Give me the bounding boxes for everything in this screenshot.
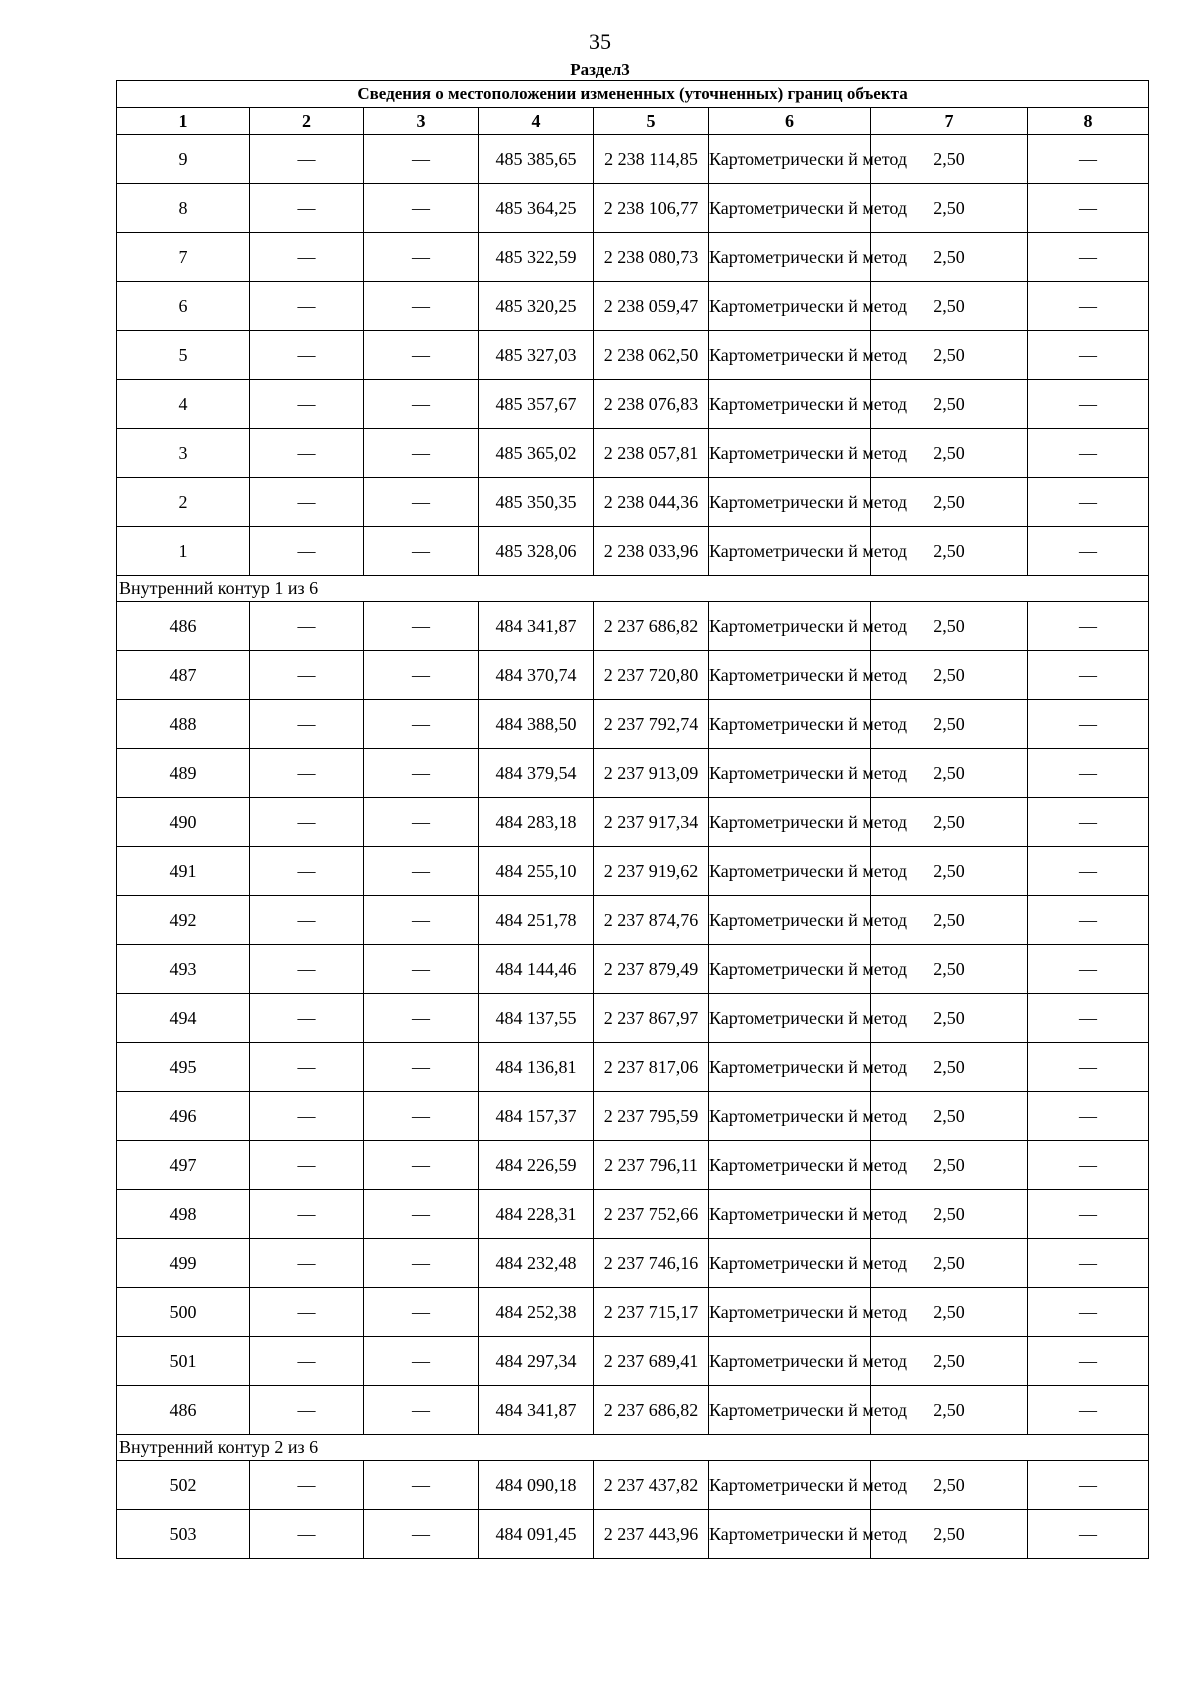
cell-point-number: 2 — [117, 478, 250, 527]
cell-accuracy: 2,50 — [871, 1510, 1028, 1559]
cell-col-3: — — [364, 478, 479, 527]
cell-col-2: — — [250, 700, 364, 749]
cell-col-8: — — [1028, 184, 1149, 233]
cell-accuracy: 2,50 — [871, 1190, 1028, 1239]
cell-coord-x: 484 341,87 — [479, 1386, 594, 1435]
cell-coord-y: 2 237 720,80 — [594, 651, 709, 700]
coordinates-table — [116, 80, 1149, 1559]
table-row — [117, 282, 1149, 331]
table-row — [117, 527, 1149, 576]
cell-accuracy: 2,50 — [871, 994, 1028, 1043]
cell-point-number: 487 — [117, 651, 250, 700]
cell-method: Картометрически й метод — [709, 847, 871, 896]
cell-coord-x: 484 136,81 — [479, 1043, 594, 1092]
cell-coord-y: 2 237 817,06 — [594, 1043, 709, 1092]
cell-col-3: — — [364, 1386, 479, 1435]
cell-point-number: 503 — [117, 1510, 250, 1559]
cell-point-number: 8 — [117, 184, 250, 233]
cell-col-3: — — [364, 1288, 479, 1337]
cell-col-2: — — [250, 184, 364, 233]
table-row — [117, 945, 1149, 994]
column-header: 7 — [871, 108, 1028, 135]
cell-coord-x: 484 157,37 — [479, 1092, 594, 1141]
cell-accuracy: 2,50 — [871, 945, 1028, 994]
cell-col-2: — — [250, 1043, 364, 1092]
cell-col-8: — — [1028, 135, 1149, 184]
cell-method: Картометрически й метод — [709, 380, 871, 429]
cell-col-3: — — [364, 1043, 479, 1092]
cell-col-2: — — [250, 651, 364, 700]
cell-accuracy: 2,50 — [871, 282, 1028, 331]
cell-col-3: — — [364, 749, 479, 798]
cell-accuracy: 2,50 — [871, 1337, 1028, 1386]
cell-col-3: — — [364, 994, 479, 1043]
cell-col-2: — — [250, 994, 364, 1043]
cell-col-2: — — [250, 527, 364, 576]
cell-col-2: — — [250, 282, 364, 331]
cell-coord-y: 2 237 437,82 — [594, 1461, 709, 1510]
cell-col-3: — — [364, 1092, 479, 1141]
cell-accuracy: 2,50 — [871, 1461, 1028, 1510]
cell-col-3: — — [364, 602, 479, 651]
column-header: 3 — [364, 108, 479, 135]
cell-col-3: — — [364, 233, 479, 282]
cell-col-8: — — [1028, 700, 1149, 749]
cell-col-2: — — [250, 847, 364, 896]
cell-col-8: — — [1028, 331, 1149, 380]
cell-accuracy: 2,50 — [871, 1043, 1028, 1092]
cell-accuracy: 2,50 — [871, 184, 1028, 233]
cell-coord-x: 485 327,03 — [479, 331, 594, 380]
cell-col-3: — — [364, 700, 479, 749]
cell-method: Картометрически й метод — [709, 700, 871, 749]
cell-point-number: 500 — [117, 1288, 250, 1337]
cell-point-number: 493 — [117, 945, 250, 994]
table-row — [117, 380, 1149, 429]
cell-point-number: 495 — [117, 1043, 250, 1092]
cell-col-3: — — [364, 380, 479, 429]
cell-coord-x: 484 252,38 — [479, 1288, 594, 1337]
cell-col-8: — — [1028, 602, 1149, 651]
cell-point-number: 488 — [117, 700, 250, 749]
cell-coord-y: 2 238 076,83 — [594, 380, 709, 429]
cell-point-number: 492 — [117, 896, 250, 945]
cell-accuracy: 2,50 — [871, 380, 1028, 429]
table-row — [117, 429, 1149, 478]
cell-coord-y: 2 237 746,16 — [594, 1239, 709, 1288]
section-row — [117, 576, 1149, 602]
cell-coord-y: 2 237 867,97 — [594, 994, 709, 1043]
cell-col-2: — — [250, 749, 364, 798]
cell-coord-y: 2 238 114,85 — [594, 135, 709, 184]
cell-col-2: — — [250, 380, 364, 429]
cell-method: Картометрически й метод — [709, 135, 871, 184]
cell-col-3: — — [364, 1337, 479, 1386]
cell-col-8: — — [1028, 1386, 1149, 1435]
cell-col-2: — — [250, 945, 364, 994]
cell-accuracy: 2,50 — [871, 1288, 1028, 1337]
cell-coord-y: 2 237 796,11 — [594, 1141, 709, 1190]
cell-coord-x: 484 090,18 — [479, 1461, 594, 1510]
cell-col-3: — — [364, 1510, 479, 1559]
cell-coord-x: 485 328,06 — [479, 527, 594, 576]
cell-coord-y: 2 237 879,49 — [594, 945, 709, 994]
cell-method: Картометрически й метод — [709, 994, 871, 1043]
cell-accuracy: 2,50 — [871, 798, 1028, 847]
table-row — [117, 994, 1149, 1043]
cell-coord-y: 2 237 919,62 — [594, 847, 709, 896]
cell-point-number: 501 — [117, 1337, 250, 1386]
cell-coord-y: 2 238 080,73 — [594, 233, 709, 282]
cell-col-3: — — [364, 331, 479, 380]
cell-method: Картометрически й метод — [709, 429, 871, 478]
cell-col-8: — — [1028, 896, 1149, 945]
cell-point-number: 494 — [117, 994, 250, 1043]
cell-coord-x: 484 226,59 — [479, 1141, 594, 1190]
cell-col-2: — — [250, 135, 364, 184]
column-header: 6 — [709, 108, 871, 135]
cell-col-8: — — [1028, 429, 1149, 478]
cell-col-3: — — [364, 896, 479, 945]
column-header-row — [117, 108, 1149, 135]
cell-col-3: — — [364, 651, 479, 700]
column-header: 8 — [1028, 108, 1149, 135]
cell-accuracy: 2,50 — [871, 700, 1028, 749]
cell-point-number: 4 — [117, 380, 250, 429]
cell-accuracy: 2,50 — [871, 1239, 1028, 1288]
cell-accuracy: 2,50 — [871, 527, 1028, 576]
cell-coord-x: 484 379,54 — [479, 749, 594, 798]
cell-col-8: — — [1028, 1461, 1149, 1510]
cell-col-8: — — [1028, 233, 1149, 282]
cell-method: Картометрически й метод — [709, 1092, 871, 1141]
cell-coord-y: 2 237 686,82 — [594, 1386, 709, 1435]
cell-accuracy: 2,50 — [871, 233, 1028, 282]
cell-coord-y: 2 238 057,81 — [594, 429, 709, 478]
cell-coord-y: 2 237 913,09 — [594, 749, 709, 798]
cell-method: Картометрически й метод — [709, 1461, 871, 1510]
cell-coord-x: 485 365,02 — [479, 429, 594, 478]
cell-coord-y: 2 237 792,74 — [594, 700, 709, 749]
contour-label: Внутренний контур 2 из 6 — [117, 1435, 1149, 1461]
table-row — [117, 1141, 1149, 1190]
cell-coord-y: 2 238 062,50 — [594, 331, 709, 380]
cell-coord-x: 485 357,67 — [479, 380, 594, 429]
table-row — [117, 1461, 1149, 1510]
cell-coord-x: 484 370,74 — [479, 651, 594, 700]
cell-coord-x: 484 091,45 — [479, 1510, 594, 1559]
cell-accuracy: 2,50 — [871, 135, 1028, 184]
column-header: 2 — [250, 108, 364, 135]
cell-accuracy: 2,50 — [871, 331, 1028, 380]
cell-coord-y: 2 238 059,47 — [594, 282, 709, 331]
cell-col-3: — — [364, 184, 479, 233]
cell-coord-y: 2 237 795,59 — [594, 1092, 709, 1141]
cell-coord-x: 484 232,48 — [479, 1239, 594, 1288]
cell-accuracy: 2,50 — [871, 429, 1028, 478]
cell-col-3: — — [364, 135, 479, 184]
cell-accuracy: 2,50 — [871, 896, 1028, 945]
cell-point-number: 496 — [117, 1092, 250, 1141]
cell-col-8: — — [1028, 847, 1149, 896]
cell-coord-y: 2 237 752,66 — [594, 1190, 709, 1239]
cell-col-3: — — [364, 527, 479, 576]
cell-method: Картометрически й метод — [709, 1239, 871, 1288]
cell-coord-y: 2 238 033,96 — [594, 527, 709, 576]
cell-accuracy: 2,50 — [871, 478, 1028, 527]
cell-col-8: — — [1028, 1043, 1149, 1092]
cell-coord-x: 484 297,34 — [479, 1337, 594, 1386]
table-row — [117, 1337, 1149, 1386]
cell-col-8: — — [1028, 798, 1149, 847]
cell-col-3: — — [364, 847, 479, 896]
column-header: 1 — [117, 108, 250, 135]
cell-method: Картометрически й метод — [709, 1043, 871, 1092]
cell-col-2: — — [250, 798, 364, 847]
column-header: 4 — [479, 108, 594, 135]
cell-point-number: 1 — [117, 527, 250, 576]
cell-coord-y: 2 237 715,17 — [594, 1288, 709, 1337]
cell-method: Картометрически й метод — [709, 184, 871, 233]
table-row — [117, 135, 1149, 184]
cell-point-number: 486 — [117, 1386, 250, 1435]
cell-col-3: — — [364, 1239, 479, 1288]
cell-coord-x: 484 255,10 — [479, 847, 594, 896]
cell-coord-y: 2 237 686,82 — [594, 602, 709, 651]
cell-col-2: — — [250, 602, 364, 651]
cell-col-3: — — [364, 798, 479, 847]
cell-point-number: 497 — [117, 1141, 250, 1190]
cell-coord-x: 484 228,31 — [479, 1190, 594, 1239]
table-row — [117, 1510, 1149, 1559]
table-row — [117, 847, 1149, 896]
cell-col-8: — — [1028, 651, 1149, 700]
cell-method: Картометрически й метод — [709, 798, 871, 847]
cell-accuracy: 2,50 — [871, 1092, 1028, 1141]
cell-point-number: 6 — [117, 282, 250, 331]
cell-method: Картометрически й метод — [709, 331, 871, 380]
cell-col-8: — — [1028, 282, 1149, 331]
cell-col-8: — — [1028, 1141, 1149, 1190]
contour-label: Внутренний контур 1 из 6 — [117, 576, 1149, 602]
table-row — [117, 1288, 1149, 1337]
table-row — [117, 1386, 1149, 1435]
cell-col-2: — — [250, 1239, 364, 1288]
table-row — [117, 1190, 1149, 1239]
cell-col-2: — — [250, 1461, 364, 1510]
table-row — [117, 478, 1149, 527]
cell-accuracy: 2,50 — [871, 847, 1028, 896]
cell-col-3: — — [364, 1141, 479, 1190]
cell-coord-x: 484 251,78 — [479, 896, 594, 945]
cell-col-8: — — [1028, 994, 1149, 1043]
cell-col-2: — — [250, 1386, 364, 1435]
cell-coord-x: 485 364,25 — [479, 184, 594, 233]
cell-col-2: — — [250, 478, 364, 527]
cell-col-3: — — [364, 1190, 479, 1239]
cell-accuracy: 2,50 — [871, 1141, 1028, 1190]
cell-coord-x: 484 283,18 — [479, 798, 594, 847]
cell-point-number: 502 — [117, 1461, 250, 1510]
cell-point-number: 490 — [117, 798, 250, 847]
cell-method: Картометрически й метод — [709, 527, 871, 576]
cell-method: Картометрически й метод — [709, 1288, 871, 1337]
table-row — [117, 233, 1149, 282]
cell-col-2: — — [250, 1092, 364, 1141]
cell-method: Картометрически й метод — [709, 749, 871, 798]
cell-point-number: 5 — [117, 331, 250, 380]
table-row — [117, 1092, 1149, 1141]
cell-col-2: — — [250, 1337, 364, 1386]
cell-coord-y: 2 237 443,96 — [594, 1510, 709, 1559]
cell-method: Картометрически й метод — [709, 1190, 871, 1239]
table-row — [117, 1043, 1149, 1092]
cell-coord-x: 485 322,59 — [479, 233, 594, 282]
cell-accuracy: 2,50 — [871, 651, 1028, 700]
section-title: Раздел3 — [570, 60, 630, 79]
table-row — [117, 651, 1149, 700]
cell-method: Картометрически й метод — [709, 945, 871, 994]
cell-col-8: — — [1028, 478, 1149, 527]
cell-col-3: — — [364, 282, 479, 331]
cell-method: Картометрически й метод — [709, 233, 871, 282]
cell-point-number: 3 — [117, 429, 250, 478]
cell-coord-y: 2 237 917,34 — [594, 798, 709, 847]
section-row — [117, 1435, 1149, 1461]
cell-point-number: 498 — [117, 1190, 250, 1239]
table-row — [117, 331, 1149, 380]
page-number: 35 — [589, 29, 611, 54]
cell-col-2: — — [250, 1190, 364, 1239]
cell-accuracy: 2,50 — [871, 602, 1028, 651]
cell-method: Картометрически й метод — [709, 651, 871, 700]
cell-coord-y: 2 238 106,77 — [594, 184, 709, 233]
column-header: 5 — [594, 108, 709, 135]
cell-col-8: — — [1028, 749, 1149, 798]
cell-col-2: — — [250, 1288, 364, 1337]
table-caption: Сведения о местоположении измененных (уточненных) границ объекта — [117, 81, 1149, 108]
cell-coord-y: 2 238 044,36 — [594, 478, 709, 527]
cell-col-3: — — [364, 429, 479, 478]
cell-col-2: — — [250, 233, 364, 282]
cell-col-8: — — [1028, 380, 1149, 429]
cell-col-8: — — [1028, 527, 1149, 576]
cell-coord-x: 485 350,35 — [479, 478, 594, 527]
cell-col-8: — — [1028, 945, 1149, 994]
table-row — [117, 896, 1149, 945]
cell-point-number: 486 — [117, 602, 250, 651]
cell-accuracy: 2,50 — [871, 1386, 1028, 1435]
cell-point-number: 9 — [117, 135, 250, 184]
cell-col-2: — — [250, 331, 364, 380]
cell-col-8: — — [1028, 1510, 1149, 1559]
cell-point-number: 489 — [117, 749, 250, 798]
cell-method: Картометрически й метод — [709, 478, 871, 527]
table-row — [117, 1239, 1149, 1288]
cell-method: Картометрически й метод — [709, 282, 871, 331]
cell-accuracy: 2,50 — [871, 749, 1028, 798]
cell-col-8: — — [1028, 1092, 1149, 1141]
cell-col-2: — — [250, 429, 364, 478]
cell-coord-x: 484 388,50 — [479, 700, 594, 749]
cell-coord-y: 2 237 689,41 — [594, 1337, 709, 1386]
cell-col-8: — — [1028, 1190, 1149, 1239]
cell-col-8: — — [1028, 1239, 1149, 1288]
cell-method: Картометрически й метод — [709, 1386, 871, 1435]
cell-coord-x: 484 137,55 — [479, 994, 594, 1043]
cell-col-3: — — [364, 1461, 479, 1510]
table-row — [117, 700, 1149, 749]
cell-col-3: — — [364, 945, 479, 994]
cell-coord-y: 2 237 874,76 — [594, 896, 709, 945]
table-row — [117, 798, 1149, 847]
cell-coord-x: 485 320,25 — [479, 282, 594, 331]
table-row — [117, 184, 1149, 233]
cell-col-8: — — [1028, 1337, 1149, 1386]
cell-method: Картометрически й метод — [709, 1141, 871, 1190]
cell-method: Картометрически й метод — [709, 1337, 871, 1386]
cell-col-2: — — [250, 1141, 364, 1190]
cell-method: Картометрически й метод — [709, 602, 871, 651]
cell-point-number: 7 — [117, 233, 250, 282]
table-row — [117, 749, 1149, 798]
table-body — [117, 135, 1149, 1559]
cell-coord-x: 485 385,65 — [479, 135, 594, 184]
cell-coord-x: 484 144,46 — [479, 945, 594, 994]
table-row — [117, 602, 1149, 651]
cell-point-number: 499 — [117, 1239, 250, 1288]
cell-method: Картометрически й метод — [709, 1510, 871, 1559]
cell-col-8: — — [1028, 1288, 1149, 1337]
cell-coord-x: 484 341,87 — [479, 602, 594, 651]
cell-method: Картометрически й метод — [709, 896, 871, 945]
cell-col-2: — — [250, 896, 364, 945]
cell-point-number: 491 — [117, 847, 250, 896]
cell-col-2: — — [250, 1510, 364, 1559]
